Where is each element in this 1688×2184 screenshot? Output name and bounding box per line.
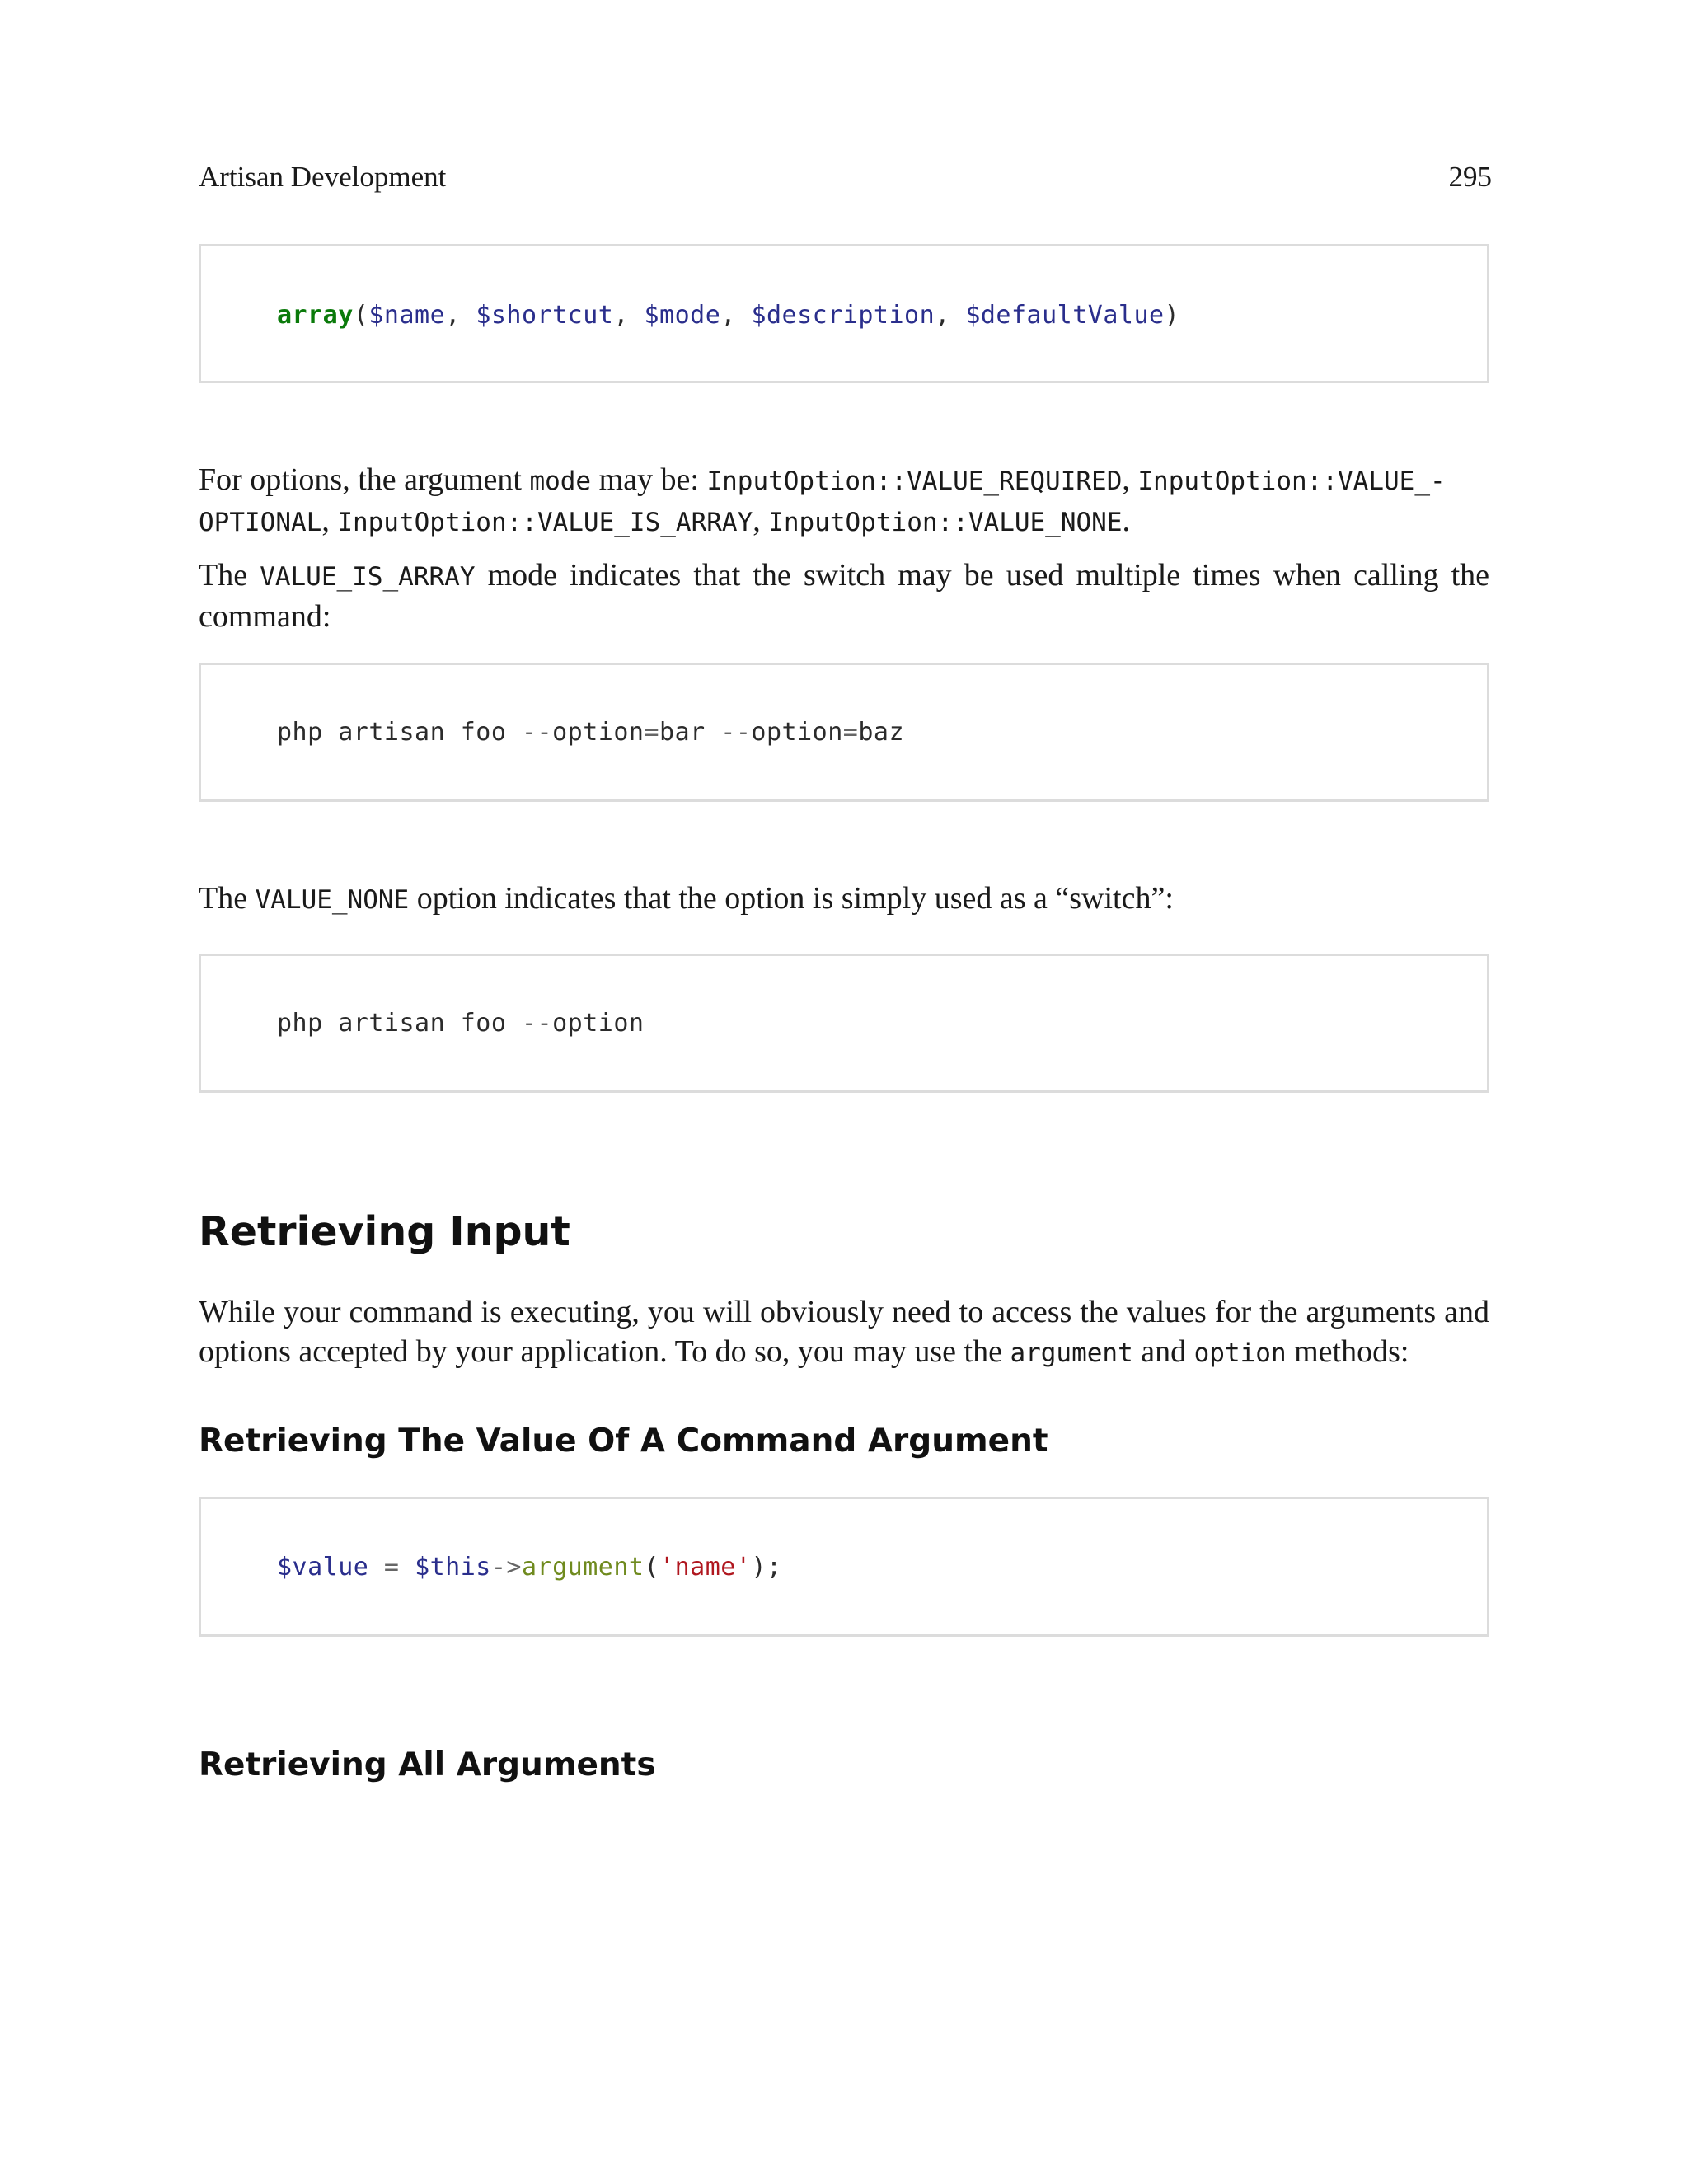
code-line (277, 1007, 644, 1040)
paragraph-option-modes (199, 460, 1489, 542)
code-line (277, 1551, 782, 1584)
code-op: -- (720, 718, 752, 747)
subsection-heading: Retrieving All Arguments (199, 1746, 656, 1783)
code-var: $mode (644, 301, 721, 330)
code-var: $this (415, 1553, 491, 1582)
code-var: $description (751, 301, 935, 330)
text: option indicates that the option is simply used as a “switch”: (409, 881, 1174, 916)
inline-code: VALUE_NONE (255, 885, 410, 915)
code-punct: ( (644, 1553, 660, 1582)
inline-code: VALUE_IS_ARRAY (260, 562, 476, 592)
inline-code: InputOption::VALUE_REQUIRED (706, 466, 1123, 496)
code-string: 'name' (659, 1553, 752, 1582)
inline-code: OPTIONAL (199, 508, 322, 537)
code-line (277, 299, 1179, 332)
text: mode indicates that the switch may be used multiple times when calling the command: (199, 558, 1489, 634)
paragraph-value-is-array (199, 555, 1489, 636)
code-punct: ); (751, 1553, 782, 1582)
inline-code: option (1193, 1338, 1287, 1368)
code-op: -- (521, 718, 553, 747)
text: methods: (1286, 1334, 1409, 1369)
text: , (321, 504, 338, 538)
code-block-get-argument (199, 1497, 1489, 1637)
code-method: argument (522, 1553, 645, 1582)
text: The (199, 558, 260, 593)
inline-code: InputOption::VALUE_IS_ARRAY (337, 508, 753, 537)
code-text: php artisan foo (277, 718, 522, 747)
running-title: Artisan Development (199, 161, 447, 193)
paragraph-value-none (199, 879, 1489, 920)
code-text: php artisan foo (277, 1009, 522, 1038)
code-block-array-signature (199, 244, 1489, 383)
code-punct: ( (353, 301, 369, 330)
code-op: = (842, 718, 859, 747)
code-op: -> (490, 1553, 522, 1582)
code-var: $name (368, 301, 446, 330)
subsection-heading: Retrieving The Value Of A Command Argument (199, 1422, 1048, 1460)
inline-code: mode (529, 466, 592, 496)
code-block-array-option (199, 663, 1489, 802)
code-text: option (552, 1009, 645, 1038)
code-block-switch-option (199, 954, 1489, 1093)
code-punct: , (613, 301, 645, 330)
inline-code: InputOption::VALUE_NONE (768, 508, 1123, 537)
code-keyword: array (277, 301, 354, 330)
inline-code: InputOption::VALUE_- (1137, 466, 1446, 496)
text: For options, the argument (199, 462, 530, 497)
code-var: $value (277, 1553, 369, 1582)
code-op: -- (521, 1009, 553, 1038)
code-line (277, 716, 904, 749)
code-text: option (751, 718, 843, 747)
text: , (753, 504, 769, 538)
text: may be: (591, 462, 707, 497)
code-punct: , (720, 301, 752, 330)
code-text: bar (659, 718, 721, 747)
page-number: 295 (1448, 161, 1492, 193)
code-text: option (552, 718, 645, 747)
code-var: $shortcut (476, 301, 614, 330)
text: The (199, 881, 256, 916)
code-var: $defaultValue (965, 301, 1165, 330)
paragraph-retrieving-input (199, 1292, 1489, 1373)
code-op: = (368, 1553, 415, 1582)
code-punct: ) (1164, 301, 1180, 330)
section-heading: Retrieving Input (199, 1208, 570, 1255)
code-punct: , (935, 301, 966, 330)
code-text: baz (858, 718, 905, 747)
code-punct: , (445, 301, 476, 330)
text: While your command is executing, you will obviously need to access the values for the arguments and options accepted by your application. To do so, you may use the (199, 1295, 1489, 1369)
inline-code: argument (1010, 1338, 1133, 1368)
code-op: = (644, 718, 660, 747)
text: . (1122, 504, 1130, 538)
text: , (1122, 462, 1138, 497)
text: and (1132, 1334, 1194, 1369)
